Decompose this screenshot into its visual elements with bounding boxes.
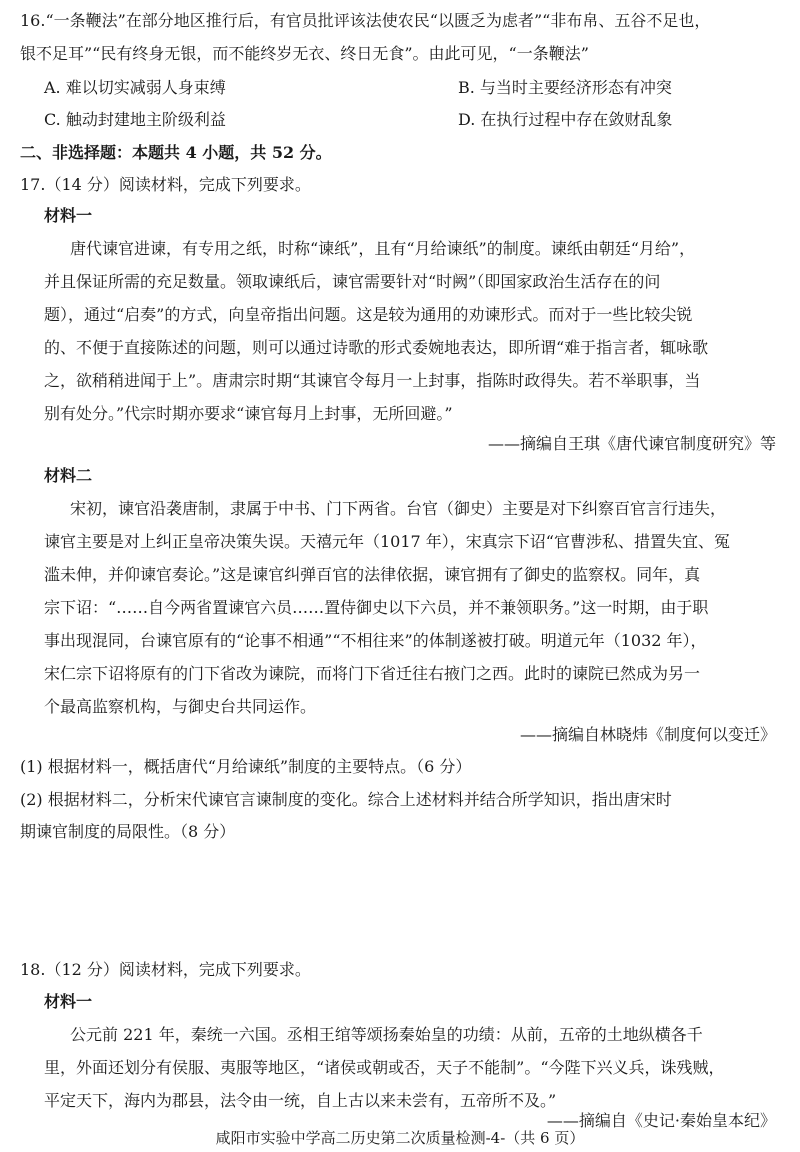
q17-m1-line: 题），通过“启奏”的方式，向皇帝指出问题。这是较为通用的劝谏形式。而对于一些比较尖锐: [44, 305, 693, 324]
q17-heading: 17.（14 分）阅读材料，完成下列要求。: [20, 175, 311, 194]
q16-stem-line-1: 16.“一条鞭法”在部分地区推行后，有官员批评该法使农民“以匮乏为虑者”“非布帛、五谷不足也，: [20, 11, 711, 30]
q17-m2-label: 材料二: [44, 466, 93, 485]
q17-m2-line: 宗下诏：“……自今两省置谏官六员……置侍御史以下六员，并不兼领职务。”这一时期，由于职: [44, 598, 709, 617]
q17-m2-line: 谏官主要是对上纠正皇帝决策失误。天禧元年（1017 年），宋真宗下诏“官曹涉私、措置失宜、冤: [44, 532, 730, 551]
q16-option-c[interactable]: C. 触动封建地主阶级利益: [44, 110, 226, 129]
q17-requirement-2-cont: 期谏官制度的局限性。（8 分）: [20, 822, 236, 841]
q16-option-b[interactable]: B. 与当时主要经济形态有冲突: [458, 78, 672, 97]
section2-heading: 二、非选择题：本题共 4 小题，共 52 分。: [20, 143, 332, 162]
q17-requirement-2: (2) 根据材料二，分析宋代谏官言谏制度的变化。综合上述材料并结合所学知识，指出唐宋时: [20, 790, 672, 809]
q18-m1-line: 平定天下，海内为郡县，法令由一统，自上古以来未尝有，五帝所不及。”: [44, 1091, 557, 1110]
q16-option-a[interactable]: A. 难以切实减弱人身束缚: [44, 78, 226, 97]
q18-m1-label: 材料一: [44, 992, 93, 1011]
q17-m2-line: 宋初，谏官沿袭唐制，隶属于中书、门下两省。台官（御史）主要是对下纠察百官言行违失，: [70, 499, 727, 518]
q17-m2-line: 滥未伸，并仰谏官奏论。”这是谏官纠弹百官的法律依据，谏官拥有了御史的监察权。同年，真: [44, 565, 701, 584]
q17-requirement-1: (1) 根据材料一，概括唐代“月给谏纸”制度的主要特点。（6 分）: [20, 757, 472, 776]
q17-m2-source: ——摘编自林晓炜《制度何以变迁》: [519, 725, 776, 744]
q17-m1-line: 唐代谏官进谏，有专用之纸，时称“谏纸”，且有“月给谏纸”的制度。谏纸由朝廷“月给”，: [70, 239, 696, 258]
q18-heading: 18.（12 分）阅读材料，完成下列要求。: [20, 960, 311, 979]
q17-m2-line: 事出现混同，台谏官原有的“论事不相通”“不相往来”的体制遂被打破。明道元年（1032 年），: [44, 631, 707, 650]
page-footer: 咸阳市实验中学高二历史第二次质量检测-4-（共 6 页）: [215, 1129, 585, 1147]
q18-m1-line: 里，外面还划分有侯服、夷服等地区，“诸侯或朝或否，天子不能制”。“今陛下兴义兵，诛残贼，: [44, 1058, 725, 1077]
q16-option-d[interactable]: D. 在执行过程中存在敛财乱象: [458, 110, 673, 129]
q17-m1-line: 别有处分。”代宗时期亦要求“谏官每月上封事，无所回避。”: [44, 404, 453, 423]
q16-stem-line-2: 银不足耳”“民有终身无银，而不能终岁无衣、终日无食”。由此可见，“一条鞭法”: [20, 44, 589, 63]
q17-m1-line: 之，欲稍稍进闻于上”。唐肃宗时期“其谏官令每月一上封事，指陈时政得失。若不举职事，当: [44, 371, 701, 390]
q17-m2-line: 宋仁宗下诏将原有的门下省改为谏院，而将门下省迁往右掖门之西。此时的谏院已然成为另一: [44, 664, 701, 683]
q17-m1-source: ——摘编自王琪《唐代谏官制度研究》等: [487, 434, 776, 453]
q17-m1-line: 并且保证所需的充足数量。领取谏纸后，谏官需要针对“时阙”（即国家政治生活存在的问: [44, 272, 661, 291]
q17-m2-line: 个最高监察机构，与御史台共同运作。: [44, 697, 317, 716]
q17-m1-line: 的、不便于直接陈述的问题，则可以通过诗歌的形式委婉地表达，即所谓“难于指言者，辄咏歌: [44, 338, 709, 357]
q17-m1-label: 材料一: [44, 206, 93, 225]
q18-m1-line: 公元前 221 年，秦统一六国。丞相王绾等颂扬秦始皇的功绩：从前，五帝的土地纵横各千: [70, 1025, 703, 1044]
q18-m1-source: ——摘编自《史记·秦始皇本纪》: [546, 1111, 776, 1130]
